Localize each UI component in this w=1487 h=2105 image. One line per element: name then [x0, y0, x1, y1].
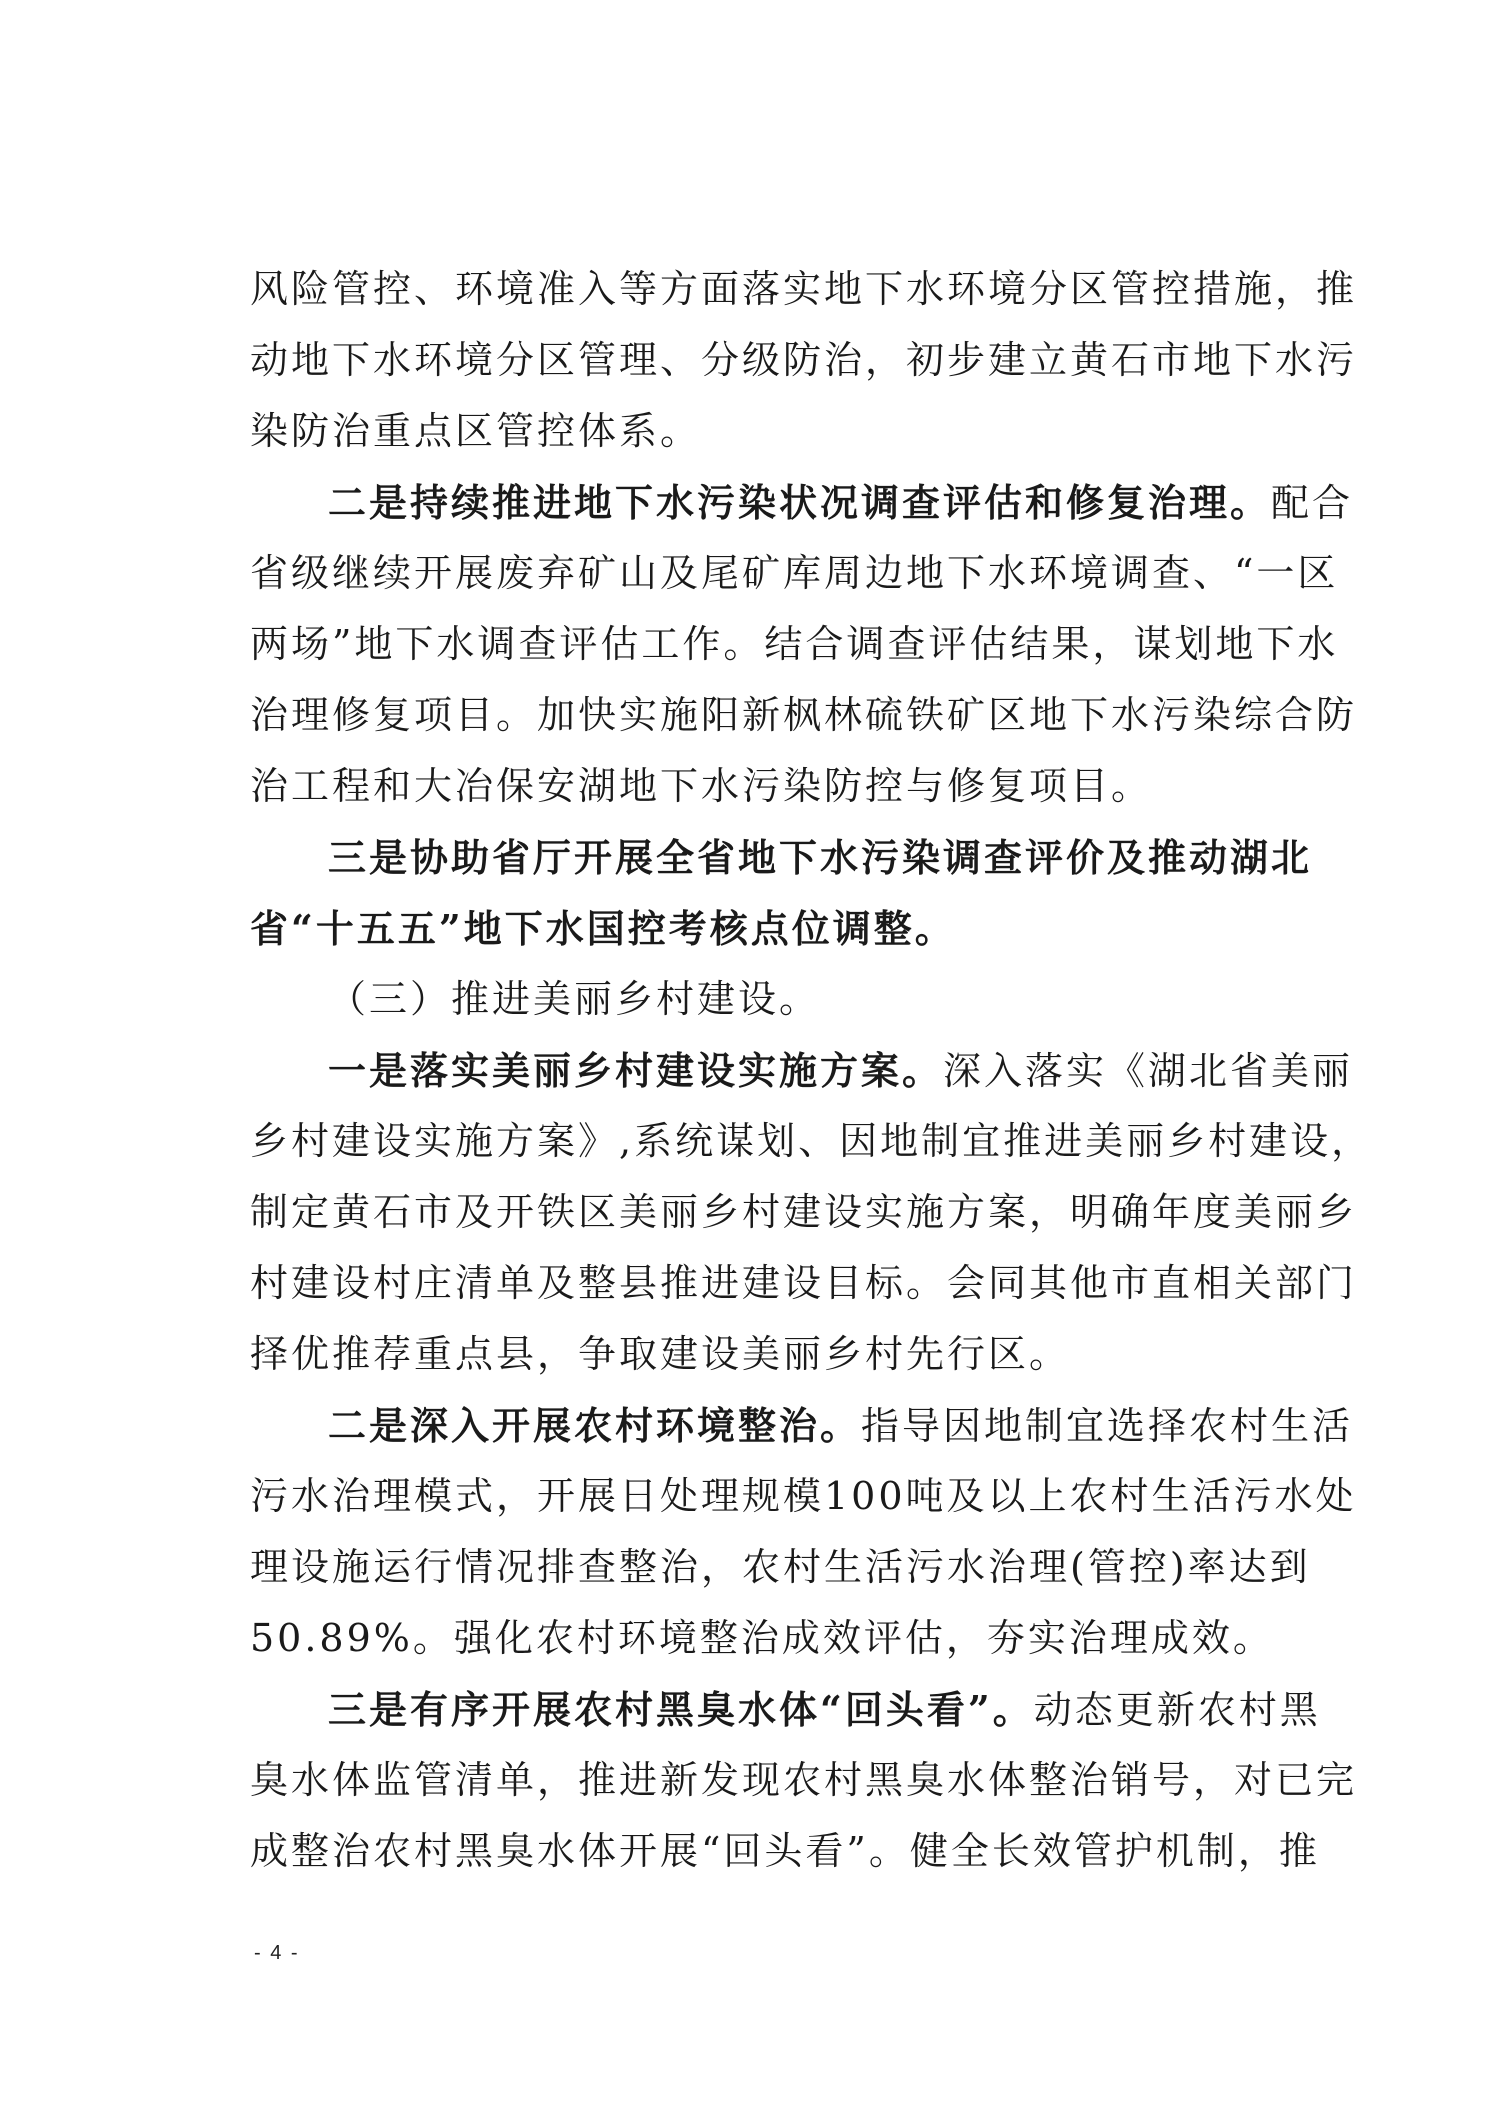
- text-line: [250, 1816, 1320, 1887]
- text-run: 动地下水环境分区管理、分级防治，初步建立黄石市地下水污: [250, 338, 1358, 382]
- text-line: [250, 1106, 1373, 1177]
- text-line: [250, 325, 1358, 396]
- text-line: [250, 1177, 1358, 1248]
- paragraph: [250, 467, 1358, 822]
- text-run: 臭水体监管清单，推进新发现农村黑臭水体整治销号，对已完: [250, 1758, 1358, 1802]
- paragraph: [250, 1035, 1373, 1390]
- text-line: [250, 1461, 1357, 1532]
- text-run: 深入落实《湖北省美丽: [943, 1049, 1354, 1093]
- text-line: [250, 1035, 1354, 1106]
- text-run: 两场”地下水调查评估工作。结合调查评估结果，谋划地下水: [250, 622, 1339, 666]
- text-line: [250, 1745, 1358, 1816]
- bold-heading-run: 二是持续推进地下水污染状况调查评估和修复治理。: [328, 480, 1272, 525]
- bold-heading-run: 三是协助省厅开展全省地下水污染调查评价及推动湖北: [328, 835, 1313, 880]
- text-run: 制定黄石市及开铁区美丽乡村建设实施方案，明确年度美丽乡: [250, 1190, 1358, 1234]
- text-run: （三）推进美丽乡村建设。: [328, 977, 821, 1021]
- text-run: 风险管控、环境准入等方面落实地下水环境分区管控措施，推: [250, 267, 1358, 311]
- text-line: [250, 538, 1339, 609]
- text-line: [250, 1319, 1268, 1390]
- text-line: [250, 751, 1268, 822]
- text-line: [250, 822, 1313, 893]
- bold-heading-run: 省“十五五”地下水国控考核点位调整。: [250, 906, 956, 951]
- text-line: [250, 1390, 1354, 1461]
- text-run: 省级继续开展废弃矿山及尾矿库周边地下水环境调查、“一区: [250, 551, 1339, 595]
- paragraph: [250, 254, 1358, 467]
- text-line: [250, 893, 1268, 964]
- text-run: 治理修复项目。加快实施阳新枫林硫铁矿区地下水污染综合防: [250, 693, 1358, 737]
- text-run: 治工程和大冶保安湖地下水污染防控与修复项目。: [250, 764, 1153, 808]
- text-run: 染防治重点区管控体系。: [250, 409, 702, 453]
- text-run: 动态更新农村黑: [1033, 1688, 1321, 1732]
- text-line: [250, 1532, 1311, 1603]
- text-run: 村建设村庄清单及整县推进建设目标。会同其他市直相关部门: [250, 1261, 1358, 1305]
- text-run: 污水治理模式，开展日处理规模100吨及以上农村生活污水处: [250, 1474, 1357, 1518]
- paragraph: [250, 822, 1313, 964]
- text-run: 乡村建设实施方案》,系统谋划、因地制宜推进美丽乡村建设，: [250, 1119, 1373, 1163]
- text-run: 成整治农村黑臭水体开展“回头看”。健全长效管护机制，推: [250, 1829, 1320, 1873]
- text-run: 50.89%。强化农村环境整治成效评估，夯实治理成效。: [250, 1616, 1274, 1660]
- paragraph: [250, 1390, 1357, 1674]
- page-number: - 4 -: [254, 1942, 300, 1964]
- text-line: [250, 467, 1354, 538]
- text-line: [250, 609, 1339, 680]
- text-run: 指导因地制宜选择农村生活: [861, 1404, 1354, 1448]
- text-line: [250, 1674, 1321, 1745]
- text-line: [250, 254, 1358, 325]
- text-line: [250, 396, 1268, 467]
- bold-heading-run: 二是深入开展农村环境整治。: [328, 1403, 862, 1448]
- text-line: [250, 1248, 1358, 1319]
- text-line: [250, 1603, 1274, 1674]
- text-line: [250, 964, 1268, 1035]
- bold-heading-run: 一是落实美丽乡村建设实施方案。: [328, 1048, 944, 1093]
- bold-heading-run: 三是有序开展农村黑臭水体“回头看”。: [328, 1687, 1034, 1732]
- text-line: [250, 680, 1358, 751]
- text-run: 配合: [1271, 481, 1354, 525]
- text-run: 理设施运行情况排查整治，农村生活污水治理(管控)率达到: [250, 1545, 1311, 1589]
- paragraph: [250, 1674, 1358, 1887]
- text-run: 择优推荐重点县，争取建设美丽乡村先行区。: [250, 1332, 1071, 1376]
- body-text: [250, 254, 1373, 1887]
- section-heading: [250, 964, 1268, 1035]
